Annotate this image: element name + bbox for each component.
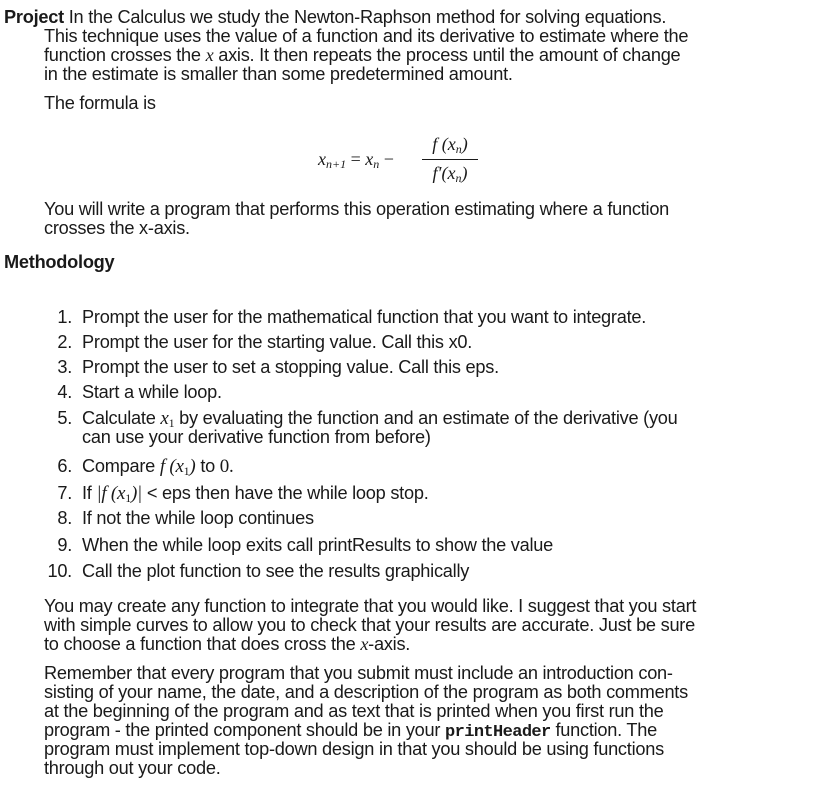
newton-raphson-formula	[318, 132, 498, 188]
formula-lhs-x: x	[318, 149, 326, 169]
reminder-line-3: at the beginning of the program and as text that is printed when you first run the	[44, 701, 664, 721]
project-line-1-text: In the Calculus we study the Newton-Raphson method for solving equations.	[68, 7, 667, 27]
step-7-text-a: If	[82, 483, 92, 503]
reminder-line-6: through out your code.	[44, 758, 221, 778]
step-number: 5.	[57, 408, 72, 428]
suggestion-line-3	[44, 635, 410, 654]
reminder-line-1: Remember that every program that you submit must include an introduction con-	[44, 663, 673, 683]
step-6-text-b: to	[200, 456, 215, 476]
reminder-line-5: program must implement top-down design in that you should be using functions	[44, 739, 664, 759]
formula-numerator	[418, 134, 482, 155]
step-text	[82, 457, 234, 476]
task-line-1: You will write a program that performs this operation estimating where a function	[44, 199, 670, 219]
print-header-code: printHeader	[445, 723, 551, 742]
step-text	[82, 409, 678, 428]
methodology-heading: Methodology	[4, 252, 115, 272]
project-heading: Project	[4, 7, 64, 27]
formula-equals: =	[346, 149, 366, 169]
step-6-text-a: Compare	[82, 456, 156, 476]
reminder-line-4-b: function. The	[555, 720, 658, 740]
formula-rhs-sub: n	[373, 157, 380, 171]
step-text: Prompt the user for the mathematical function that you want to integrate.	[82, 307, 647, 327]
step-number: 9.	[57, 535, 72, 555]
formula-minus: −	[379, 149, 394, 169]
abs-fx1-open: |f (x	[96, 483, 126, 504]
numerator-sub: n	[455, 142, 462, 156]
denominator-f: f′	[432, 163, 442, 183]
x-math-symbol: x	[205, 45, 214, 65]
fx1-math	[160, 456, 196, 477]
formula-intro: The formula is	[44, 93, 156, 113]
step-5-text-b: by evaluating the function and an estimate of the derivative (you	[179, 408, 678, 428]
denominator-close: )	[461, 163, 468, 183]
abs-fx1-sub: 1	[125, 491, 131, 505]
project-line-4: in the estimate is smaller than some predetermined amount.	[44, 64, 513, 84]
formula-rhs-x: x	[365, 149, 374, 169]
task-line-2: crosses the x-axis.	[44, 218, 190, 238]
zero-math: 0.	[219, 456, 234, 477]
x1-sub: 1	[168, 416, 175, 430]
fx1-open: f (x	[159, 456, 184, 477]
formula-lhs-sub: n+1	[326, 157, 347, 171]
step-number: 6.	[57, 456, 72, 476]
suggestion-line-3-a: to choose a function that does cross the	[44, 634, 356, 654]
x1-math	[160, 408, 174, 429]
numerator-open: (x	[437, 134, 456, 154]
formula-lhs	[318, 149, 394, 170]
reminder-line-4-a: program - the printed component should be in your	[44, 720, 441, 740]
project-line-3	[44, 46, 756, 65]
project-line-3-a: function crosses the	[44, 45, 201, 65]
x1-x: x	[160, 408, 169, 429]
numerator-close: )	[461, 134, 468, 154]
step-number: 8.	[57, 508, 72, 528]
abs-fx1-close: )|	[130, 483, 142, 504]
x-math-symbol: x	[360, 634, 369, 654]
abs-fx1-math	[96, 483, 142, 504]
step-number: 2.	[57, 332, 72, 352]
project-line-1	[4, 8, 756, 27]
step-text: If not the while loop continues	[82, 508, 314, 528]
step-number: 7.	[57, 483, 72, 503]
step-7-text-b: < eps then have the while loop stop.	[146, 483, 429, 503]
step-number: 4.	[57, 382, 72, 402]
project-line-2: This technique uses the value of a function and its derivative to estimate where the	[44, 26, 689, 46]
step-number: 3.	[57, 357, 72, 377]
numerator-f: f	[432, 134, 438, 154]
formula-denominator	[418, 163, 482, 184]
suggestion-line-1: You may create any function to integrate that you would like. I suggest that you start	[44, 596, 697, 616]
step-text: Prompt the user for the starting value. Call this x0.	[82, 332, 473, 352]
step-text: When the while loop exits call printResults to show the value	[82, 535, 554, 555]
fx1-sub: 1	[183, 464, 190, 478]
reminder-line-2: sisting of your name, the date, and a description of the program as both comments	[44, 682, 688, 702]
step-5-text-line-2: can use your derivative function from before)	[82, 427, 431, 447]
step-text: Prompt the user to set a stopping value. Call this eps.	[82, 357, 499, 377]
step-number: 1.	[57, 307, 72, 327]
suggestion-line-2: with simple curves to allow you to check that your results are accurate. Just be sure	[44, 615, 695, 635]
step-text: Start a while loop.	[82, 382, 222, 402]
denominator-sub: n	[455, 171, 462, 185]
suggestion-line-3-b: -axis.	[368, 634, 411, 654]
step-5-text-a: Calculate	[82, 408, 156, 428]
project-line-3-b: axis. It then repeats the process until the amount of change	[218, 45, 681, 65]
fx1-close: )	[189, 456, 196, 477]
denominator-open: (x	[441, 163, 456, 183]
fraction-bar	[422, 159, 478, 160]
step-number: 10.	[47, 561, 72, 581]
step-text: Call the plot function to see the results graphically	[82, 561, 470, 581]
step-text	[82, 484, 429, 503]
